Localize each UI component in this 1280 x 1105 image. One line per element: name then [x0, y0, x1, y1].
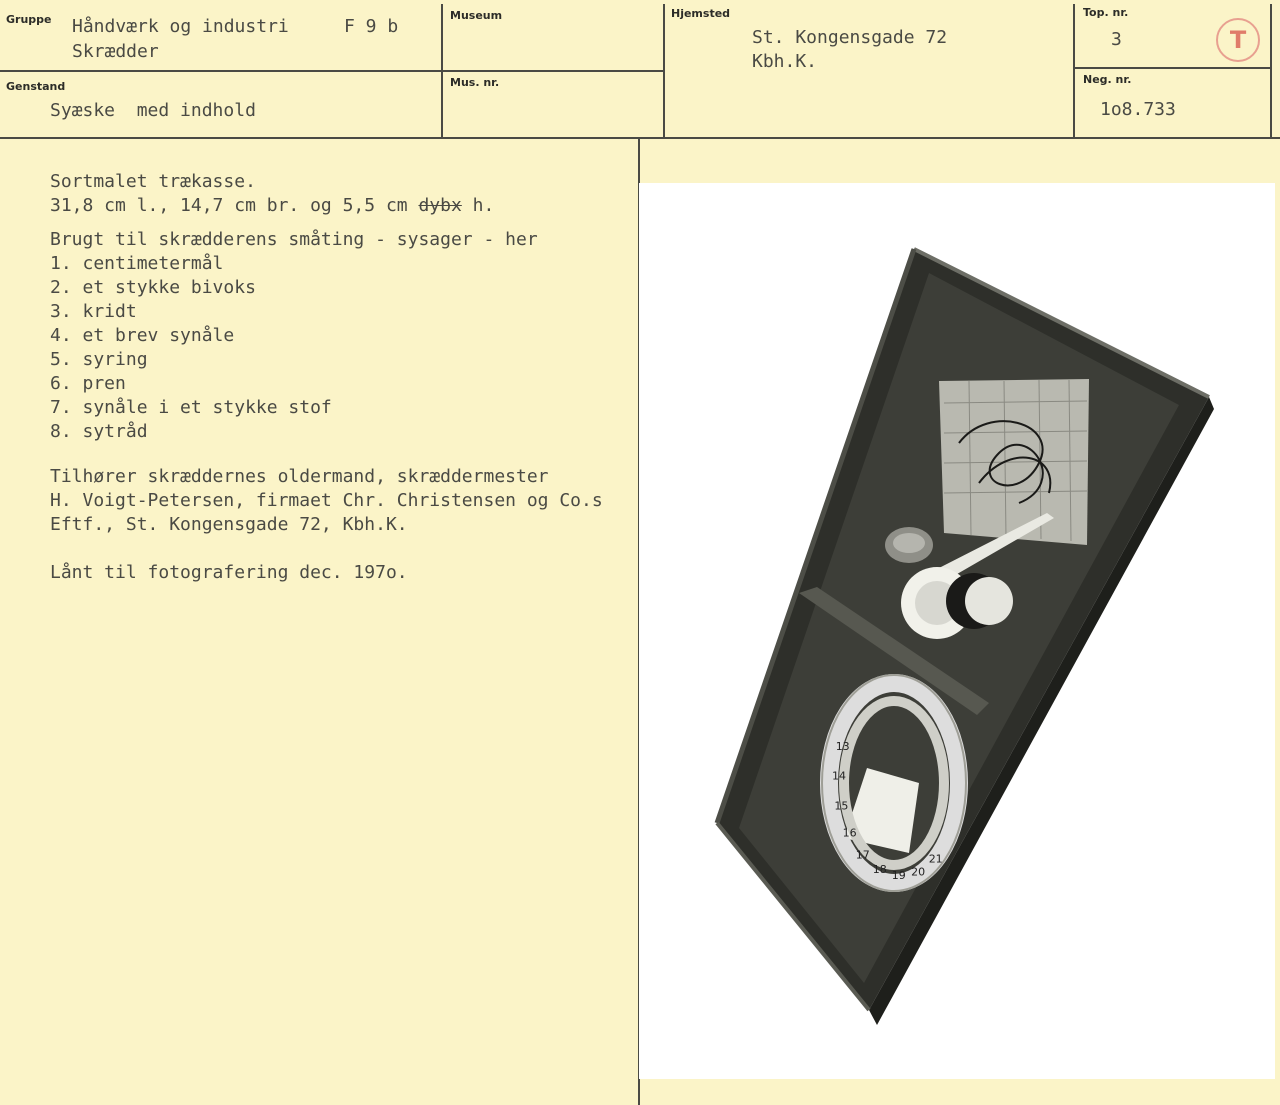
material-line: Sortmalet trækasse. — [50, 171, 256, 192]
loan-note: Lånt til fotografering dec. 197o. — [50, 562, 408, 583]
divider — [0, 70, 441, 72]
tape-number: 17 — [855, 848, 870, 862]
museum-label: Museum — [450, 9, 503, 22]
owner-line: Tilhører skræddernes oldermand, skræddermester — [50, 466, 549, 487]
list-item: 2. et stykke bivoks — [50, 277, 256, 298]
list-item: 4. et brev synåle — [50, 325, 235, 346]
list-item: 5. syring — [50, 349, 148, 370]
tape-number: 16 — [842, 826, 857, 840]
top-nr-label: Top. nr. — [1083, 6, 1129, 19]
hjemsted-line2: Kbh.K. — [752, 51, 818, 72]
dimensions-text: 31,8 cm l., 14,7 cm br. og 5,5 cm — [50, 195, 419, 216]
list-item: 3. kridt — [50, 301, 137, 322]
divider — [1073, 67, 1270, 69]
use-intro: Brugt til skrædderens småting - sysager - her — [50, 229, 538, 250]
tape-number: 21 — [928, 852, 943, 866]
divider — [441, 70, 663, 72]
top-nr-value: 3 — [1111, 29, 1122, 50]
struck-word: dybx — [418, 195, 462, 216]
divider — [663, 4, 665, 137]
mus-nr-label: Mus. nr. — [450, 76, 500, 89]
tape-number: 13 — [835, 740, 850, 754]
list-item: 7. synåle i et stykke stof — [50, 397, 332, 418]
list-item: 8. sytråd — [50, 421, 148, 442]
tape-number: 14 — [832, 769, 846, 783]
neg-nr-label: Neg. nr. — [1083, 73, 1132, 86]
tape-number: 18 — [872, 863, 887, 877]
divider — [1073, 4, 1075, 137]
tape-number: 19 — [891, 868, 906, 882]
gruppe-line1: Håndværk og industri — [72, 16, 289, 37]
gruppe-label: Gruppe — [6, 13, 52, 26]
dimensions-line — [50, 194, 494, 218]
tape-number: 20 — [911, 865, 926, 879]
divider — [0, 137, 1280, 139]
owner-line: Eftf., St. Kongensgade 72, Kbh.K. — [50, 514, 408, 535]
genstand-label: Genstand — [6, 80, 66, 93]
gruppe-line2: Skrædder — [72, 41, 159, 62]
owner-line: H. Voigt-Petersen, firmaet Chr. Christensen og Co.s — [50, 490, 603, 511]
tape-number: 15 — [834, 799, 849, 813]
list-item: 6. pren — [50, 373, 126, 394]
t-stamp: T — [1216, 18, 1260, 62]
list-item: 1. centimetermål — [50, 253, 224, 274]
dimensions-suffix: h. — [461, 195, 495, 216]
divider — [441, 4, 443, 137]
sewing-box-photo — [639, 183, 1275, 1079]
neg-nr-value: 1o8.733 — [1100, 99, 1176, 120]
gruppe-code: F 9 b — [344, 16, 399, 37]
hjemsted-line1: St. Kongensgade 72 — [752, 27, 948, 48]
divider — [1270, 4, 1272, 137]
hjemsted-label: Hjemsted — [671, 7, 731, 20]
genstand-value: Syæske med indhold — [50, 100, 256, 121]
